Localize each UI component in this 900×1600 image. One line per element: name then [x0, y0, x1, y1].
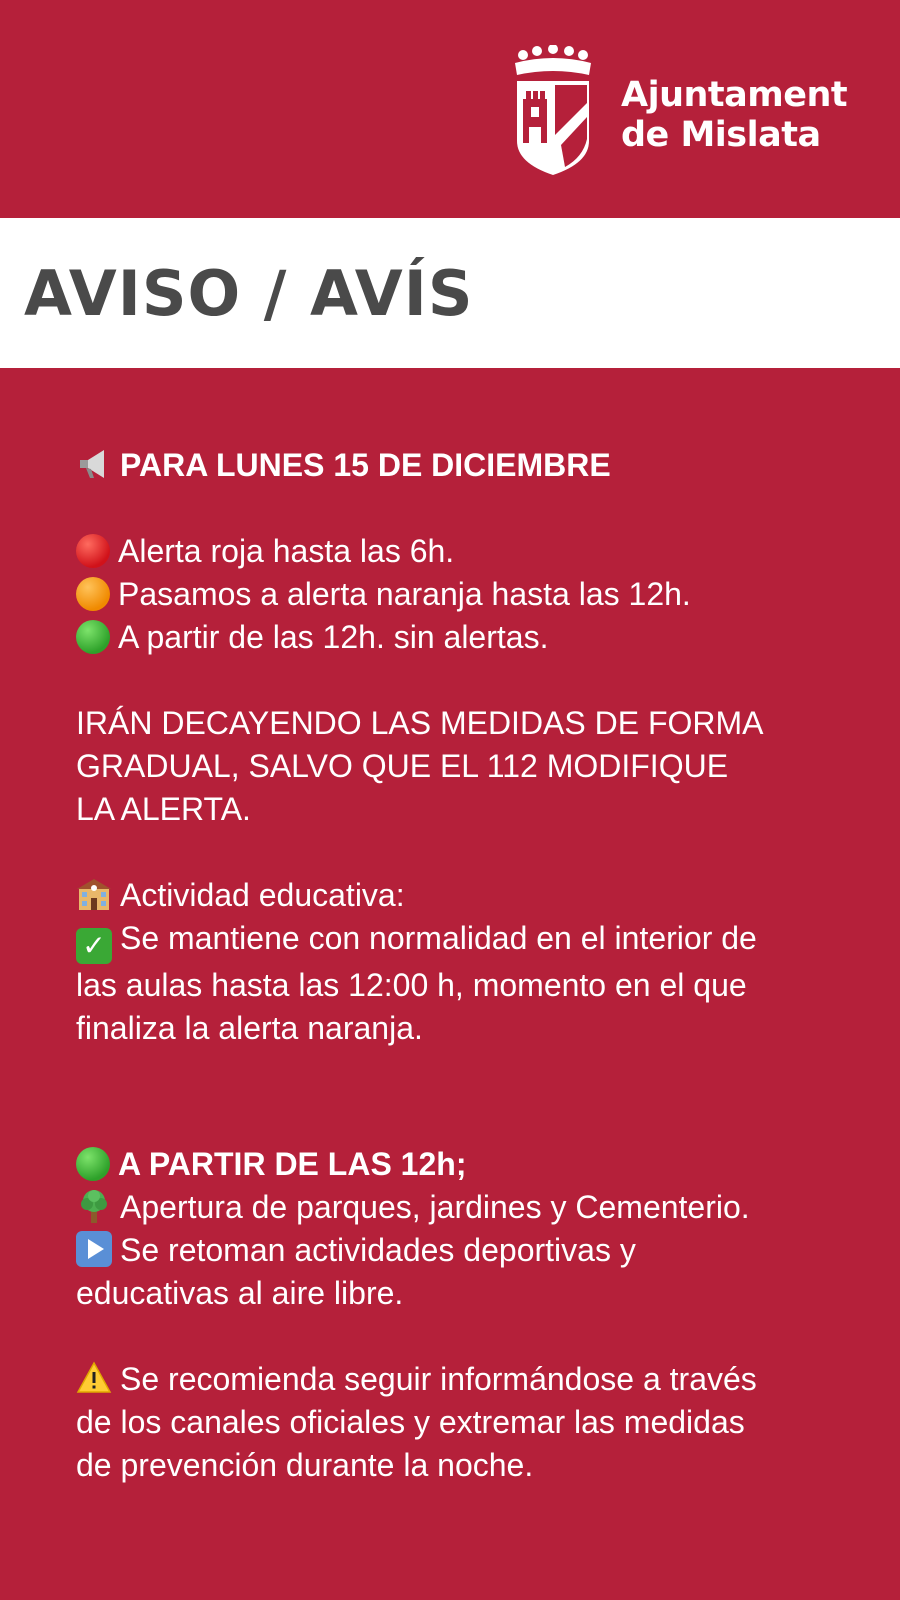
alert-text: A partir de las 12h. sin alertas. [118, 619, 549, 655]
activities-text: Se retoman actividades deportivas y [120, 1232, 636, 1268]
education-line-3: finaliza la alerta naranja. [76, 1010, 423, 1046]
warning-icon [76, 1360, 112, 1396]
logo-text [621, 75, 847, 155]
measures-line-1: IRÁN DECAYENDO LAS MEDIDAS DE FORMA [76, 705, 764, 741]
from12-heading [76, 1143, 866, 1186]
recommendation-line-1 [76, 1358, 866, 1401]
logo-line-2: de Mislata [621, 115, 821, 155]
alert-text: Alerta roja hasta las 6h. [118, 533, 455, 569]
education-title [76, 874, 866, 917]
education-line-2: las aulas hasta las 12:00 h, momento en el que [76, 967, 747, 1003]
education-title-text: Actividad educativa: [120, 877, 405, 913]
play-button-icon [76, 1231, 112, 1267]
from12-heading-text: A PARTIR DE LAS 12h; [118, 1146, 467, 1182]
header [0, 0, 900, 218]
recommendation-text: Se recomienda seguir informándose a través [120, 1361, 757, 1397]
activities-line-1 [76, 1229, 866, 1272]
parks-text: Apertura de parques, jardines y Cementerio. [120, 1189, 750, 1225]
activities-line-2: educativas al aire libre. [76, 1275, 404, 1311]
green-circle-icon [76, 620, 110, 654]
education-line-1 [76, 917, 866, 964]
tree-icon [76, 1188, 112, 1224]
alert-item-red [76, 530, 866, 573]
measures-line-2: GRADUAL, SALVO QUE EL 112 MODIFIQUE [76, 748, 729, 784]
megaphone-icon [76, 446, 112, 482]
school-icon [76, 876, 112, 912]
parks-line [76, 1186, 866, 1229]
green-circle-icon [76, 1147, 110, 1181]
orange-circle-icon [76, 577, 110, 611]
recommendation-line-2: de los canales oficiales y extremar las medidas [76, 1404, 745, 1440]
logo-line-1: Ajuntament [621, 75, 848, 115]
notice-content [76, 444, 866, 1487]
recommendation-line-3: de prevención durante la noche. [76, 1447, 534, 1483]
ajuntament-logo [513, 45, 853, 177]
red-circle-icon [76, 534, 110, 568]
notice-heading [76, 444, 866, 487]
alert-item-green [76, 616, 866, 659]
crest-icon [513, 45, 593, 177]
title-band [0, 218, 900, 368]
heading-text: PARA LUNES 15 DE DICIEMBRE [120, 447, 611, 483]
alert-item-orange [76, 573, 866, 616]
check-mark-icon: ✓ [76, 928, 112, 964]
measures-line-3: LA ALERTA. [76, 791, 251, 827]
page-title: AVISO / AVÍS [24, 257, 474, 330]
education-text: Se mantiene con normalidad en el interior de [120, 920, 757, 956]
alert-text: Pasamos a alerta naranja hasta las 12h. [118, 576, 691, 612]
